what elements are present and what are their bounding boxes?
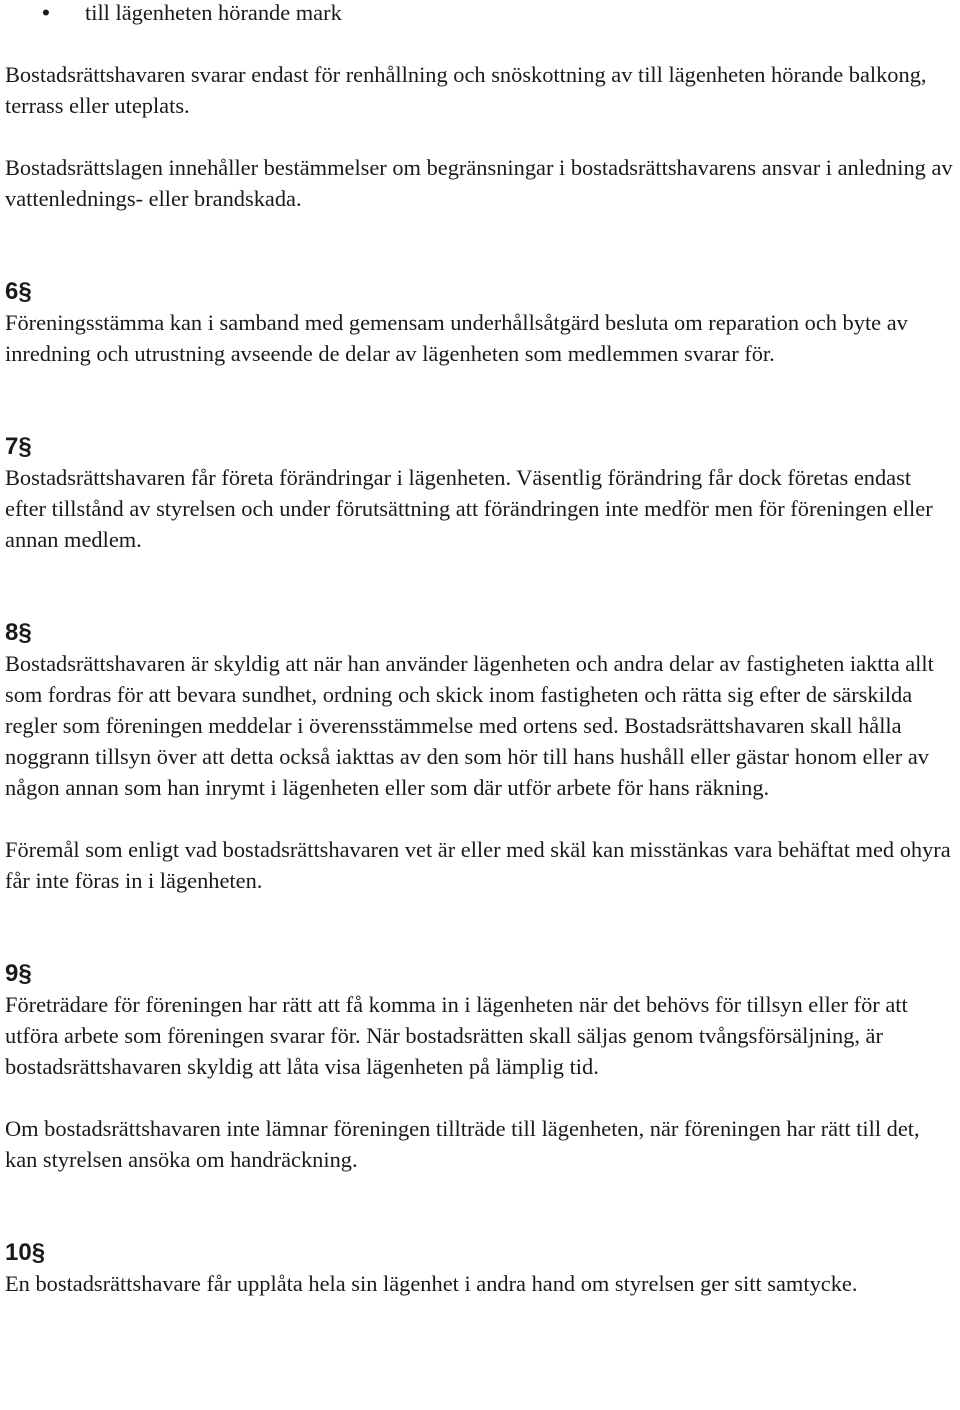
section-10 <box>5 1237 955 1299</box>
section-heading: 9§ <box>5 960 32 987</box>
paragraph: Om bostadsrättshavaren inte lämnar föreningen tillträde till lägenheten, när föreningen har rätt till det, kan styrelsen ansöka om handräckning. <box>5 1116 920 1172</box>
section-8 <box>5 617 955 896</box>
section-6 <box>5 276 955 369</box>
paragraph: Bostadsrättslagen innehåller bestämmelser om begränsningar i bostadsrättshavarens ansvar i anledning av vattenlednings- eller brandskada. <box>5 155 953 211</box>
paragraph: Föremål som enligt vad bostadsrättshavaren vet är eller med skäl kan misstänkas vara behäftat med ohyra får inte föras in i lägenheten. <box>5 837 951 893</box>
section-heading: 10§ <box>5 1239 46 1266</box>
paragraph: En bostadsrättshavare får upplåta hela sin lägenhet i andra hand om styrelsen ger sitt samtycke. <box>5 1271 858 1296</box>
section-heading: 6§ <box>5 278 32 305</box>
bullet-marker: • <box>42 0 50 25</box>
section-7 <box>5 431 955 555</box>
paragraph: Företrädare för föreningen har rätt att få komma in i lägenheten när det behövs för tillsyn eller för att utföra arbete som föreningen svarar för. När bostadsrätten skall säljas genom tvångsförsäljning, är bostadsrättshavaren skyldig att låta visa lägenheten på lämplig tid. <box>5 992 908 1079</box>
bullet-list-item <box>5 0 955 28</box>
section-9 <box>5 958 955 1175</box>
paragraph: Bostadsrättshavaren är skyldig att när han använder lägenheten och andra delar av fastigheten iaktta allt som fordras för att bevara sundhet, ordning och skick inom fastigheten och rätta sig efter de särskilda regler som föreningen meddelar i överensstämmelse med ortens sed. Bostadsrättshavaren skall hålla noggrann tillsyn över att detta också iakttas av den som hör till hans hushåll eller gästar honom eller av någon annan som han inrymt i lägenheten eller som där utför arbete för hans räkning. <box>5 651 934 800</box>
section-heading: 7§ <box>5 433 32 460</box>
paragraph: Bostadsrättshavaren får företa förändringar i lägenheten. Väsentlig förändring får dock företas endast efter tillstånd av styrelsen och under förutsättning att förändringen inte medför men för föreningen eller annan medlem. <box>5 465 933 552</box>
paragraph: Bostadsrättshavaren svarar endast för renhållning och snöskottning av till lägenheten hörande balkong, terrass eller uteplats. <box>5 62 927 118</box>
document-page <box>5 0 955 1299</box>
bullet-text: till lägenheten hörande mark <box>85 0 342 25</box>
paragraph: Föreningsstämma kan i samband med gemensam underhållsåtgärd besluta om reparation och byte av inredning och utrustning avseende de delar av lägenheten som medlemmen svarar för. <box>5 310 908 366</box>
section-heading: 8§ <box>5 619 32 646</box>
